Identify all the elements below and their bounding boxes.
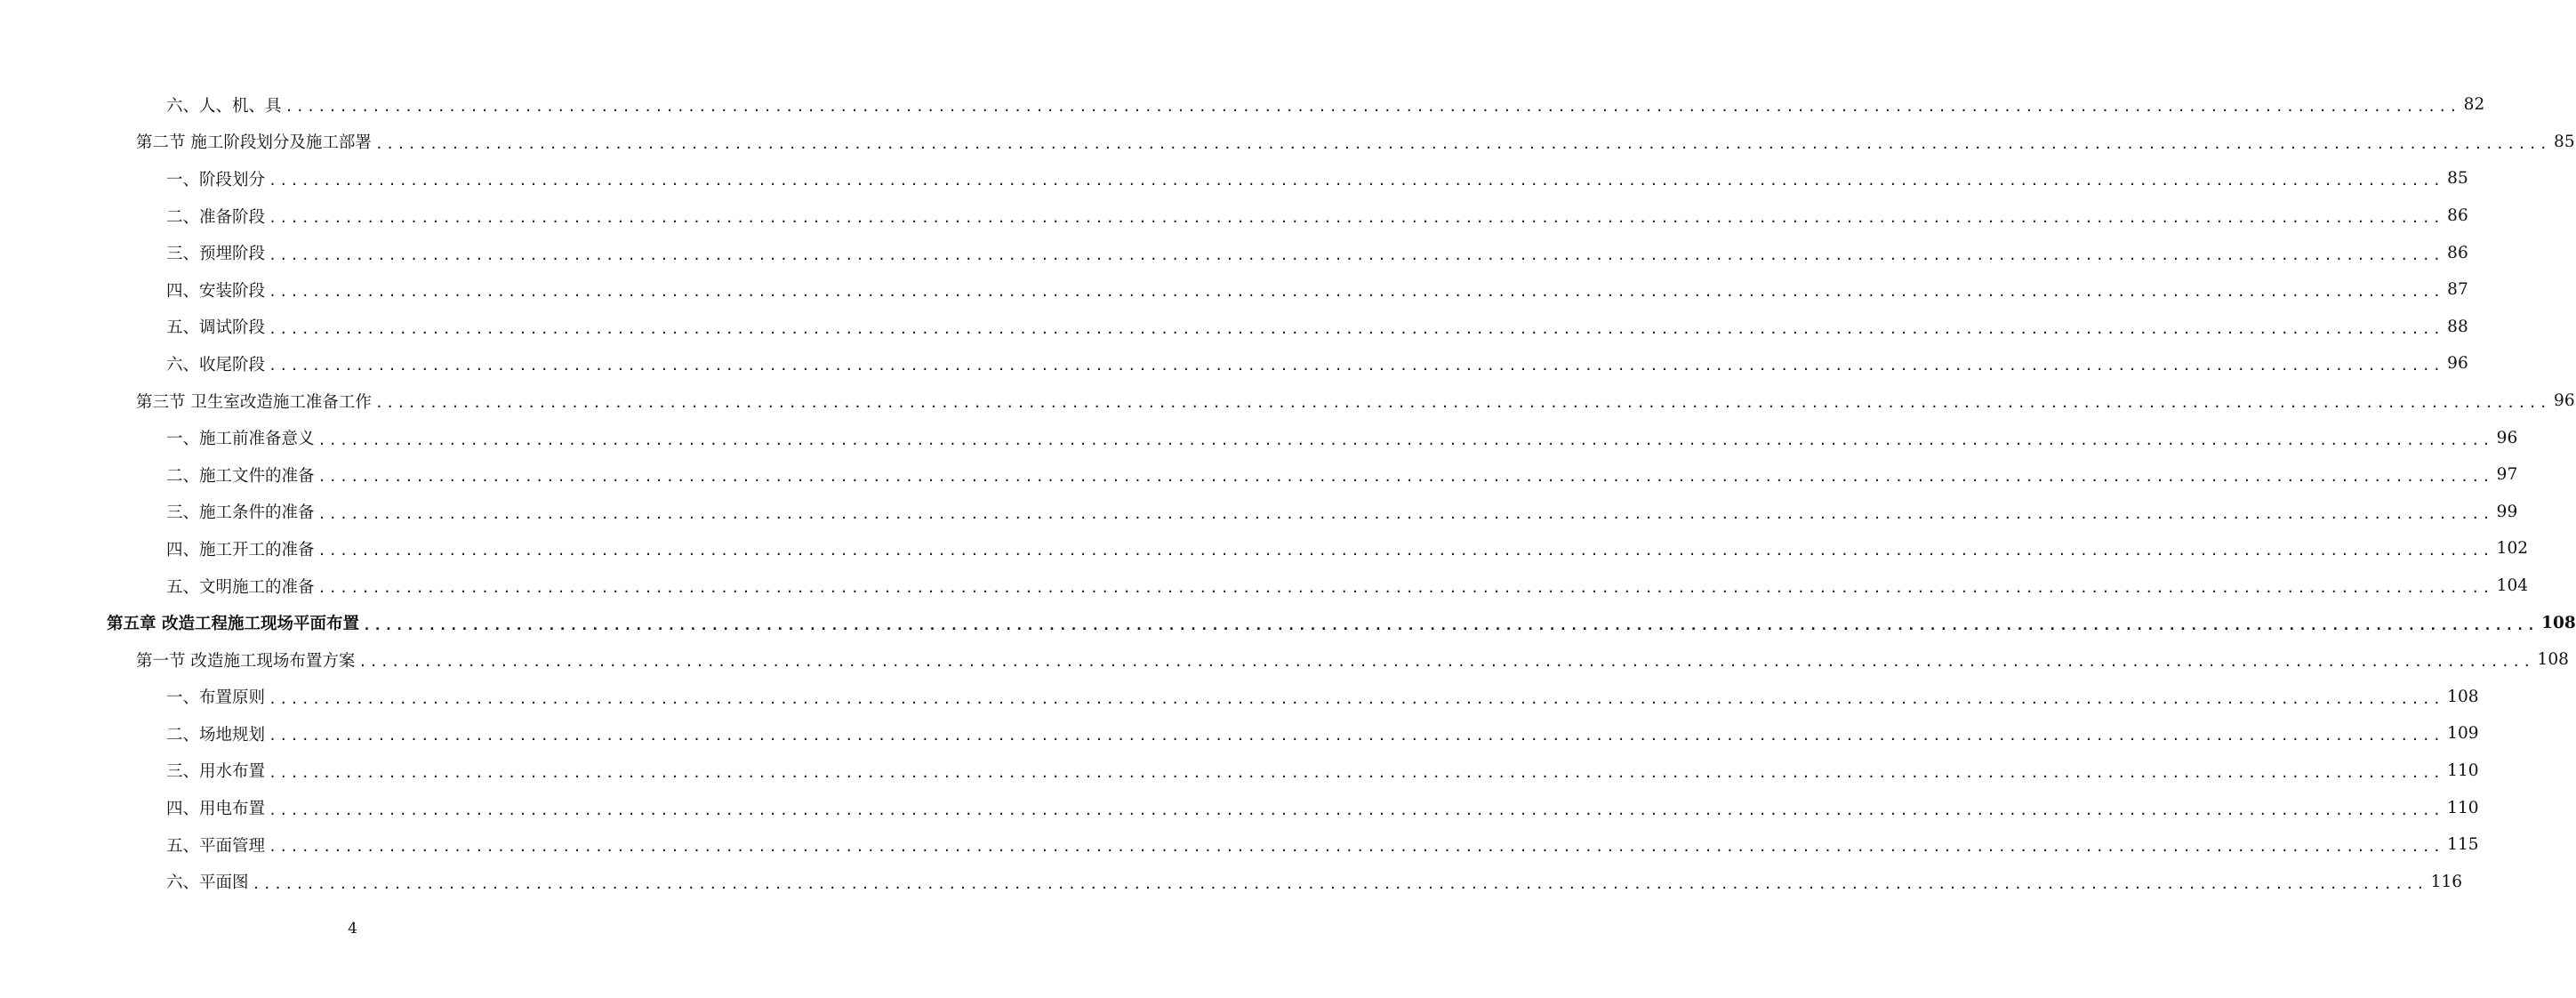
toc-page-number: 82 xyxy=(2463,95,2485,115)
toc-page-number: 86 xyxy=(2447,243,2468,262)
toc-subsection-entry[interactable] xyxy=(0,86,2485,124)
toc-dot-leader: ........................................................................................................................................................................................................ xyxy=(317,505,2493,522)
toc-subsection-entry[interactable] xyxy=(0,679,2479,716)
toc-page-number: 85 xyxy=(2554,132,2575,151)
toc-dot-leader: ........................................................................................................................................................................................................ xyxy=(269,728,2444,744)
toc-dot-leader: ........................................................................................................................................................................................................ xyxy=(317,469,2493,486)
toc-entry-title: 三、施工条件的准备 xyxy=(166,500,318,523)
toc-subsection-entry[interactable] xyxy=(0,345,2468,382)
toc-subsection-entry[interactable] xyxy=(0,271,2468,309)
toc-page-number: 97 xyxy=(2496,465,2518,485)
toc-entry-title: 三、预埋阶段 xyxy=(166,241,269,264)
toc-page-number: 96 xyxy=(2554,391,2575,411)
toc-page-number: 108 xyxy=(2447,687,2479,706)
toc-section-entry[interactable] xyxy=(0,124,2575,161)
toc-entry-title: 一、布置原则 xyxy=(166,685,269,708)
toc-dot-leader: ........................................................................................................................................................................................................ xyxy=(374,395,2551,412)
toc-page-number: 85 xyxy=(2447,169,2468,189)
toc-dot-leader: ........................................................................................................................................................................................................ xyxy=(269,284,2444,301)
toc-dot-leader: ........................................................................................................................................................................................................ xyxy=(269,246,2444,263)
table-of-contents xyxy=(0,86,2576,900)
toc-entry-title: 第二节 施工阶段划分及施工部署 xyxy=(136,130,375,153)
toc-subsection-entry[interactable] xyxy=(0,826,2479,864)
toc-subsection-entry[interactable] xyxy=(0,160,2468,197)
toc-chapter-entry[interactable] xyxy=(0,604,2576,641)
toc-subsection-entry[interactable] xyxy=(0,753,2479,790)
toc-page-number: 109 xyxy=(2447,724,2479,744)
toc-dot-leader: ........................................................................................................................................................................................................ xyxy=(269,801,2444,818)
toc-page-number: 88 xyxy=(2447,317,2468,336)
toc-dot-leader: ........................................................................................................................................................................................................ xyxy=(269,358,2444,374)
toc-page-number: 96 xyxy=(2496,428,2518,447)
toc-entry-title: 第三节 卫生室改造施工准备工作 xyxy=(136,390,375,413)
toc-subsection-entry[interactable] xyxy=(0,456,2518,494)
toc-entry-title: 三、用水布置 xyxy=(166,759,269,782)
toc-dot-leader: ........................................................................................................................................................................................................ xyxy=(269,690,2444,707)
toc-subsection-entry[interactable] xyxy=(0,234,2468,271)
toc-entry-title: 二、准备阶段 xyxy=(166,205,269,228)
toc-entry-title: 一、阶段划分 xyxy=(166,167,269,190)
toc-entry-title: 五、调试阶段 xyxy=(166,315,269,338)
toc-dot-leader: ........................................................................................................................................................................................................ xyxy=(317,580,2493,597)
toc-page-number: 115 xyxy=(2447,835,2479,855)
toc-dot-leader: ........................................................................................................................................................................................................ xyxy=(374,135,2551,152)
toc-entry-title: 二、场地规划 xyxy=(166,722,269,745)
toc-subsection-entry[interactable] xyxy=(0,530,2528,567)
toc-subsection-entry[interactable] xyxy=(0,789,2479,826)
toc-entry-title: 六、收尾阶段 xyxy=(166,352,269,375)
toc-entry-title: 六、平面图 xyxy=(166,870,253,893)
toc-page-number: 110 xyxy=(2447,798,2479,817)
toc-page-number: 86 xyxy=(2447,206,2468,226)
toc-dot-leader: ........................................................................................................................................................................................................ xyxy=(269,210,2444,227)
toc-entry-title: 五、平面管理 xyxy=(166,833,269,857)
toc-section-entry[interactable] xyxy=(0,641,2569,679)
toc-entry-title: 二、施工文件的准备 xyxy=(166,463,318,487)
toc-entry-title: 一、施工前准备意义 xyxy=(166,426,318,449)
toc-page-number: 108 xyxy=(2537,650,2569,670)
toc-page-number: 110 xyxy=(2447,761,2479,780)
toc-dot-leader: ........................................................................................................................................................................................................ xyxy=(285,99,2460,116)
toc-page-number: 108 xyxy=(2541,613,2576,632)
toc-subsection-entry[interactable] xyxy=(0,715,2479,753)
page-number: 4 xyxy=(348,920,357,938)
toc-dot-leader: ........................................................................................................................................................................................................ xyxy=(269,764,2444,781)
toc-page-number: 96 xyxy=(2447,354,2468,374)
toc-subsection-entry[interactable] xyxy=(0,197,2468,235)
toc-subsection-entry[interactable] xyxy=(0,567,2528,605)
toc-entry-title: 第五章 改造工程施工现场平面布置 xyxy=(107,611,363,634)
toc-dot-leader: ........................................................................................................................................................................................................ xyxy=(252,875,2428,892)
toc-subsection-entry[interactable] xyxy=(0,494,2518,531)
toc-dot-leader: ........................................................................................................................................................................................................ xyxy=(317,431,2493,448)
toc-entry-title: 六、人、机、具 xyxy=(166,93,285,117)
toc-entry-title: 四、安装阶段 xyxy=(166,278,269,302)
toc-dot-leader: ........................................................................................................................................................................................................ xyxy=(317,543,2493,559)
toc-dot-leader: ........................................................................................................................................................................................................ xyxy=(269,320,2444,337)
toc-dot-leader: ........................................................................................................................................................................................................ xyxy=(362,616,2539,633)
toc-entry-title: 第一节 改造施工现场布置方案 xyxy=(136,648,358,672)
toc-page-number: 116 xyxy=(2430,872,2462,891)
toc-subsection-entry[interactable] xyxy=(0,863,2462,900)
toc-entry-title: 四、用电布置 xyxy=(166,796,269,819)
toc-subsection-entry[interactable] xyxy=(0,419,2518,456)
toc-page-number: 102 xyxy=(2496,539,2528,559)
toc-dot-leader: ........................................................................................................................................................................................................ xyxy=(269,839,2444,856)
toc-page-number: 99 xyxy=(2496,502,2518,521)
toc-entry-title: 四、施工开工的准备 xyxy=(166,537,318,560)
toc-subsection-entry[interactable] xyxy=(0,309,2468,346)
toc-entry-title: 五、文明施工的准备 xyxy=(166,575,318,598)
toc-dot-leader: ........................................................................................................................................................................................................ xyxy=(269,173,2444,189)
toc-dot-leader: ........................................................................................................................................................................................................ xyxy=(358,654,2534,671)
toc-section-entry[interactable] xyxy=(0,382,2575,420)
toc-page-number: 104 xyxy=(2496,576,2528,596)
toc-page-number: 87 xyxy=(2447,280,2468,300)
